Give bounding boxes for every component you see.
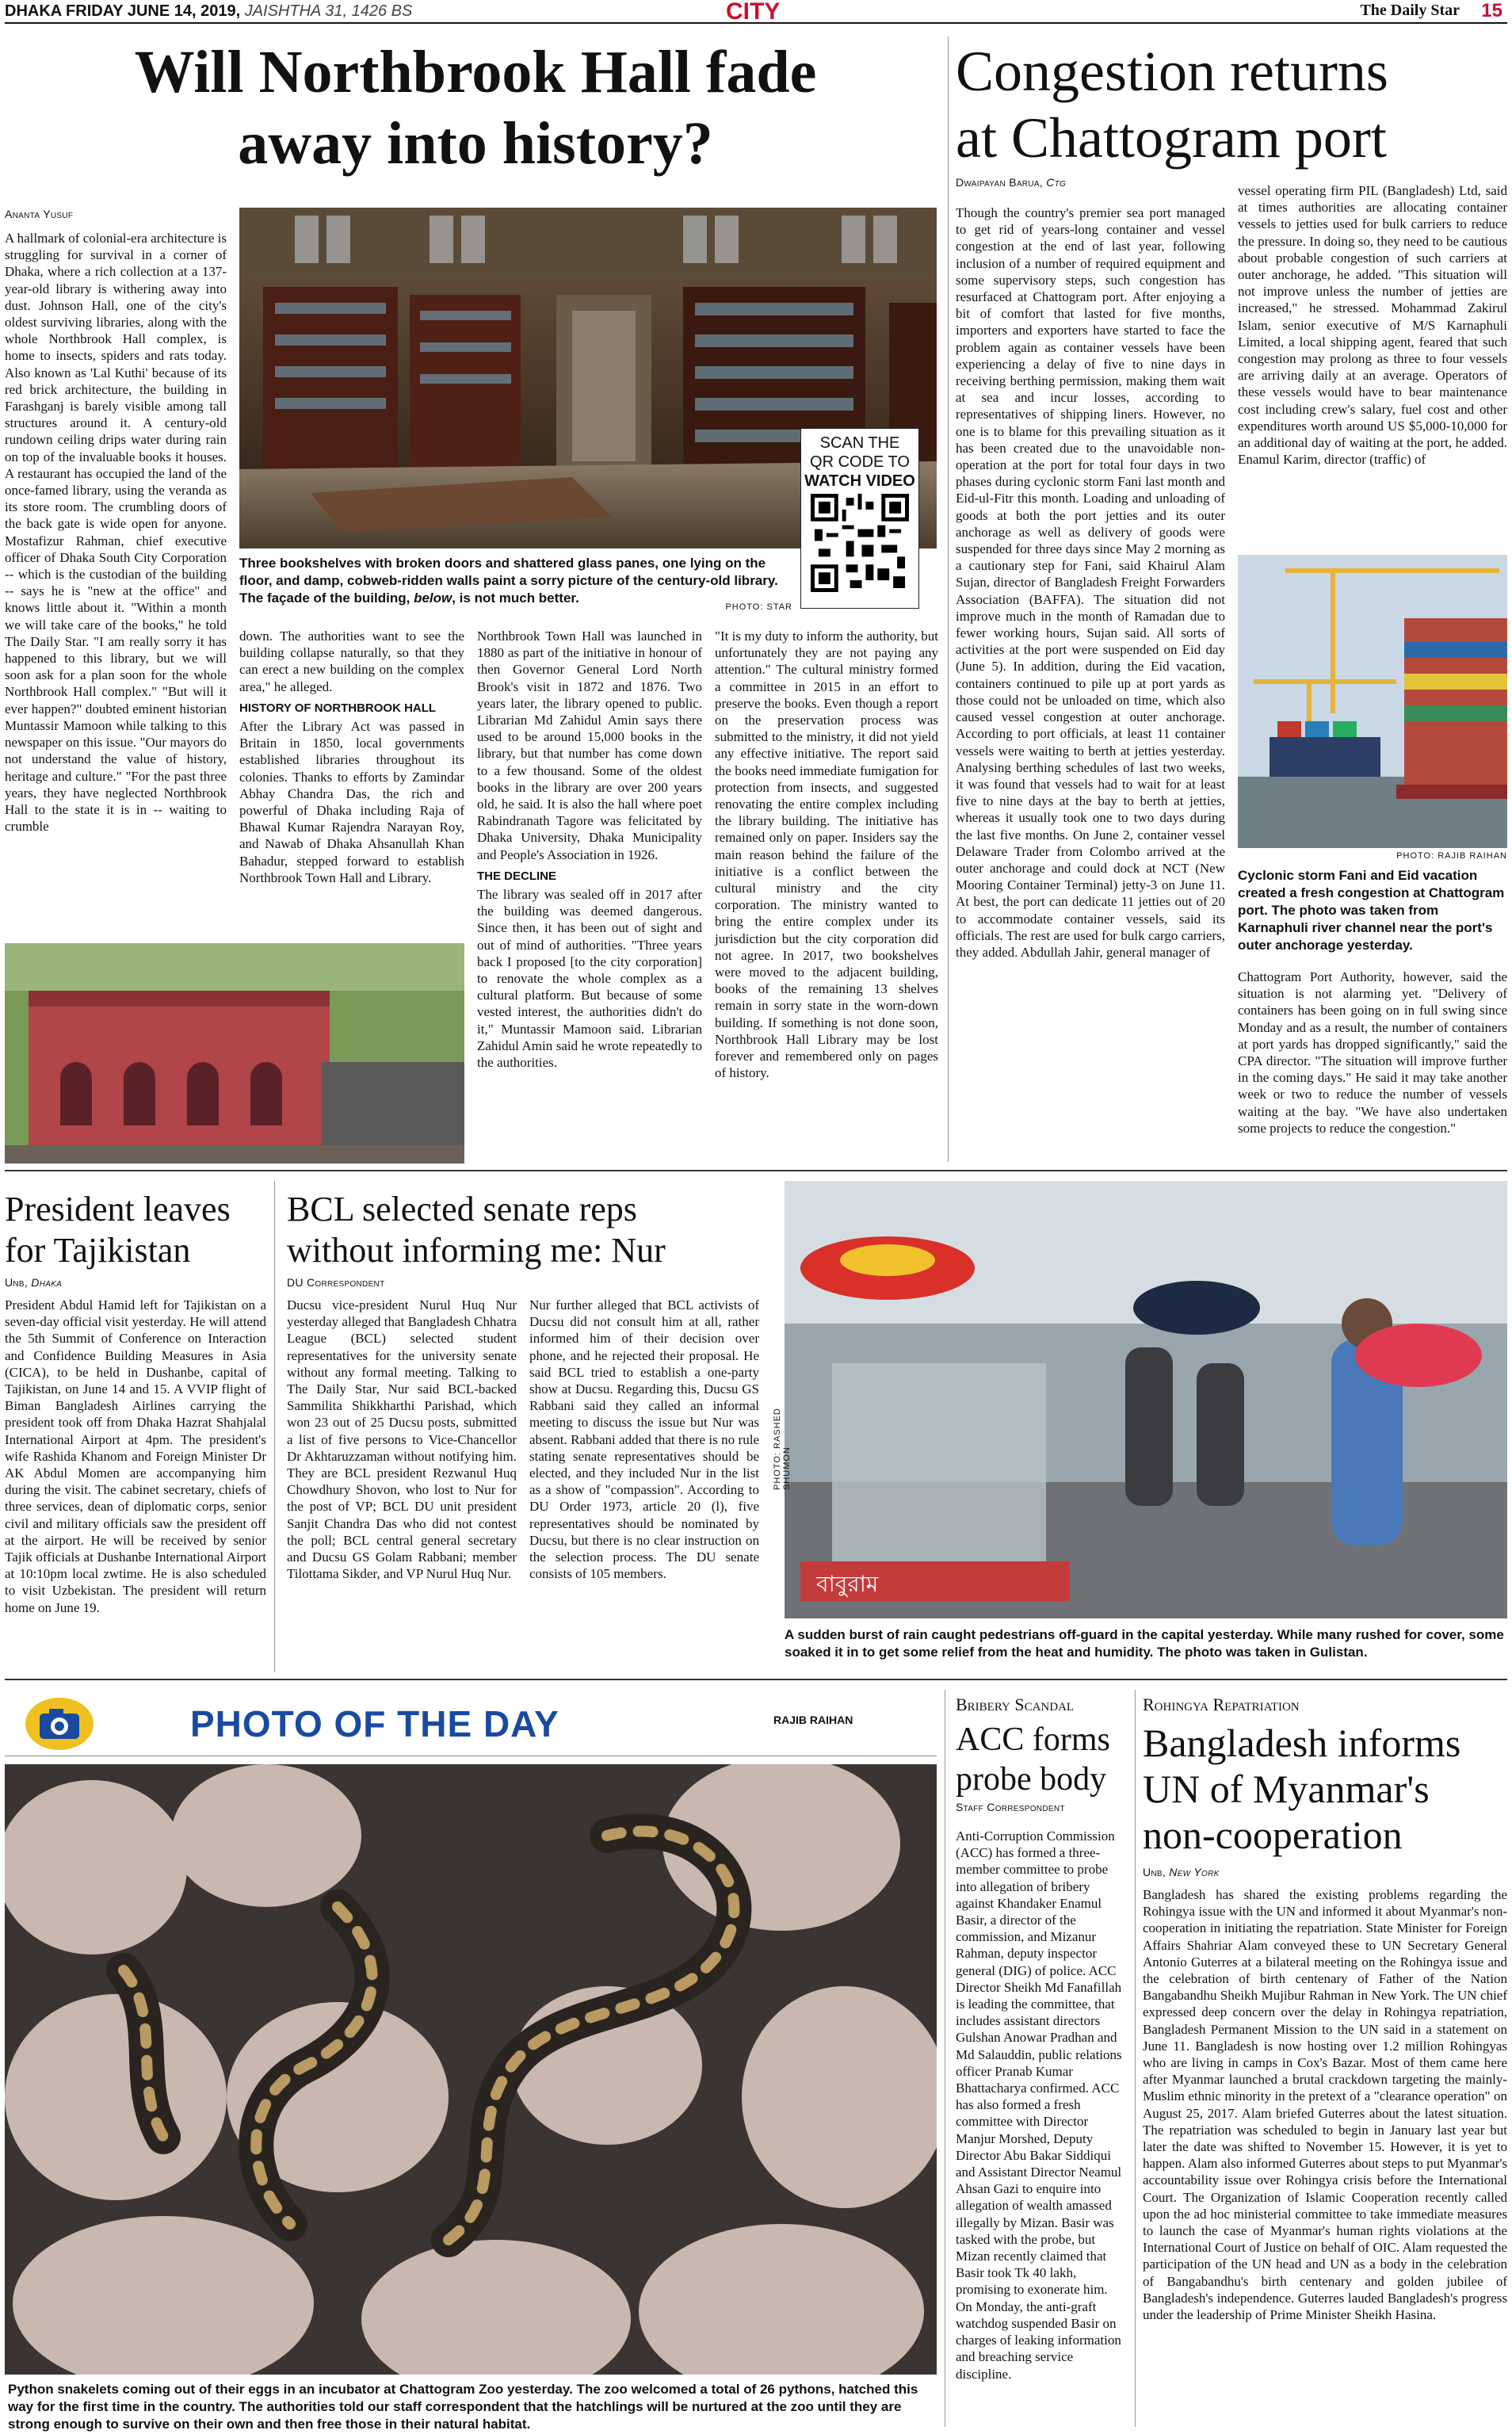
masthead — [5, 0, 1507, 24]
dateline: DHAKA FRIDAY JUNE 14, 2019, JAISHTHA 31, 1426 BS — [5, 2, 413, 20]
northbrook-byline: Ananta Yusuf — [5, 208, 74, 220]
port-headline: Congestion returns at Chattogram port — [956, 40, 1388, 170]
bcl-col2: Nur further alleged that BCL activists of Ducsu did not consult him at all, rather informed him of their decision over phone, and he rejected their proposal. He said BCL tried to establish a one-party show at Ducsu. Regarding this, Ducsu GS Rabbani said they called an informal meeting to discuss the issue but Nur was absent. Rabbani added that there is no rule stating senate representatives should be elected, and they included Nur in the list as a show of "compassion". According to DU Order 1973, article 20 (l), five representatives should be nominated by Ducsu, but there is no clear instruction on the selection process. The DU senate consists of 105 members. — [529, 1297, 759, 1582]
shop-sign: বাবুরাম — [816, 1571, 879, 1597]
facade-illustration — [5, 943, 464, 1164]
col2-body-a: down. The authorities want to see the building collapse naturally, so that they can erect a new building on the complex area," he alleged. — [239, 629, 464, 694]
acc-kicker: Bribery Scandal — [956, 1695, 1075, 1714]
northbrook-col2 — [239, 628, 464, 886]
section-divider — [5, 1170, 1507, 1171]
page-number: 15 — [1481, 0, 1502, 21]
port-illustration — [1238, 555, 1507, 848]
northbrook-col4: "It is my duty to inform the authority, but unfortunately they are not paying any attention." The cultural ministry formed a committee in 2015 in an effort to preserve the books. Even though a report on the preservation process was submitted to the ministry, it did not yield any effective initiative. The report said the books need immediate fumigation for protection from insects, and suggested renovating the entire complex including the library building. The initiative has remained only on paper. Insiders say the main reason behind the failure of the initiative is a conflict between the cultural ministry and the city corporation. The ministry wanted to bring the entire complex under its jurisdiction but the city corporation did not agree. In 2017, two bookshelves were moved to the adjacent building, books of the remaining 13 shelves remain in sorry state in the worn-down building. If something is not done soon, Northbrook Hall Library may be lost forever and remembered only on pages of history. — [715, 629, 938, 1081]
section-divider-2 — [5, 1679, 1507, 1680]
president-body: President Abdul Hamid left for Tajikistan on a seven-day official visit yesterday. He will attend the 5th Summit of Conference on Interaction and Confidence Building Measures in Asia (CICA), to be held in Dushanbe, capital of Tajikistan, on June 14 and 15. A VVIP flight of Biman Bangladesh Airlines carrying the president took off from Dhaka Hazrat Shahjalal International Airport at 4pm. The president's wife Rashida Khanom and Foreign Minister Dr AK Abdul Momen are accompanying him during the visit. The cabinet secretary, chiefs of three services, dean of diplomatic corps, senior civil and military officials saw the president off at the airport. He will be received by senior Tajik officials at Dushanbe International Airport at 10:10pm local zwtime. He is also scheduled to visit Uzbekistan. The president will return home on June 19. — [5, 1297, 266, 1615]
library-photo-credit: PHOTO: STAR — [725, 602, 792, 612]
column-rule-2 — [274, 1181, 275, 1672]
qr-code-icon — [811, 494, 909, 592]
rain-illustration — [785, 1181, 1507, 1618]
president-headline: President leaves for Tajikistan — [5, 1190, 231, 1270]
president-byline: Unb, Dhaka — [5, 1276, 63, 1289]
qr-line1: SCAN THE — [819, 434, 900, 452]
qr-line2: QR CODE TO — [810, 453, 910, 471]
acc-byline: Staff Correspondent — [956, 1801, 1065, 1813]
col2-body-b: After the Library Act was passed in Britain in 1850, local governments established libraries throughout its colonies. Thanks to efforts by Zamindar Abhay Chandra Das, the rich and powerful of Dhaka including Raja of Bhawal Kumar Rajendra Narayan Roy, and Nawab of Dhaka Ahsanullah Khan Bahadur, stepped forward to establish Northbrook Town Hall and Library. — [239, 719, 464, 885]
python-photo — [5, 1764, 937, 2375]
port-col2b: Chattogram Port Authority, however, said the situation is not alarming yet. "Delivery of containers has been going on in full swing since Monday and as a result, the number of containers at port yards has dropped significantly," said the CPA director. "The situation will improve further in the coming days." He said it may take another week or two to reduce the number of vessels waiting at the bay. "We have also undertaken some projects to reduce the congestion." — [1238, 969, 1507, 1136]
potd-banner — [5, 1690, 937, 1756]
col2-subhead: HISTORY OF NORTHBROOK HALL — [239, 701, 437, 715]
col3-body-b: The library was sealed off in 2017 after the building was deemed dangerous. Since then, it has been out of sight and out of mind of authorities. "Three years back I proposed [to the city corporation] to renovate the whole complex as a cultural platform. But because of some vested interest, the authorities didn't do it," Muntassir Mamoon said. Librarian Zahidul Amin said he wrote repeatedly to the authorities. — [477, 887, 702, 1071]
qr-line3: WATCH VIDEO — [804, 472, 915, 490]
python-photo-caption: Python snakelets coming out of their eggs in an incubator at Chattogram Zoo yesterday. The zoo welcomed a total of 26 pythons, hatched this way for the first time in the country. The authorities told our staff correspondent that the hatchlings will be nurtured at the zoo until they are strong enough to survive on their own and then free those in their natural habitat. — [8, 2382, 918, 2432]
facade-photo — [5, 943, 464, 1164]
bcl-col1: Ducsu vice-president Nurul Huq Nur yesterday alleged that Bangladesh Chhatra League (BCL) selected student representatives for the university senate without any formal meeting. Talking to The Daily Star, Nur said BCL-backed Sammilita Shikkharthi Parishad, which won 23 out of 25 Ducsu posts, submitted a list of five persons to Vice-Chancellor Dr Akhtaruzzaman without notifying him. They are BCL president Rezwanul Huq Chowdhury Shovon, who lost to Nur for the post of VP; BCL DU unit president Sanjit Chandra Das who did not contest the poll; BCL central general secretary and Ducsu GS Golam Rabbani; member Tilottama Sikder, and VP Nurul Huq Nur. — [287, 1297, 517, 1582]
northbrook-col1: A hallmark of colonial-era architecture is struggling for survival in a corner of Dhaka, where a rich collection at a 137-year-old library is withering away into dust. Johnson Hall, one of the city's oldest surviving libraries, along with the whole Northbrook Hall complex, is home to insects, spiders and rats today. Also known as 'Lal Kuthi' because of its red brick architecture, the building in Farashganj is barely visible among tall structures around it. A century-old rundown ceiling drips water during rain on top of the invaluable books it houses. A restaurant has occupied the land of the once-famed library, using the veranda as its store room. The crumbling doors of the back gate is wide open for anyone. Mostafizur Rahman, chief executive officer of Dhaka South City Corporation -- which is the custodian of the building -- says he is "new at the office" and knows little about it. "Within a month we will take care of the books," he told The Daily Star. "I am really sorry it has happened to this library, but we will soon ask for a plan soon for the whole Northbrook Hall complex." "But will it ever happen?" doubted eminent historian Muntassir Mamoon while talking to this newspaper on this issue. "Our mayors do not understand the value of history, heritage and culture." "For the past three years, they have neglected Northbrook Hall to the state it is in -- waiting to crumble — [5, 231, 227, 835]
northbrook-headline: Will Northbrook Hall fade away into history? — [134, 39, 817, 177]
python-illustration — [5, 1764, 937, 2375]
rohingya-headline: Bangladesh informs UN of Myanmar's non-cooperation — [1143, 1721, 1461, 1857]
column-rule-4 — [1135, 1690, 1136, 2427]
potd-title: PHOTO OF THE DAY — [190, 1703, 559, 1744]
camera-icon — [25, 1698, 94, 1750]
col3-body-a: Northbrook Town Hall was launched in 1880 as part of the initiative in honour of then Governor General Lord North Brook's visit in 1872 and 1876. Two years later, the library opened to public. Librarian Md Zahidul Amin says there used to be around 15,000 books in the library, but that number has come down to a few thousand. Some of the oldest books in the library are over 200 years old, he said. It is also the hall where poet Rabindranath Tagore was felicitated by Dhaka University, Dhaka Municipality and People's Association in 1926. — [477, 629, 702, 862]
rain-photo — [785, 1181, 1507, 1618]
qr-code-box[interactable] — [800, 428, 919, 609]
col3-subhead: THE DECLINE — [477, 869, 557, 883]
rohingya-body: Bangladesh has shared the existing problems regarding the Rohingya issue with the UN and informed it about Myanmar's non-cooperation in initiating the repatriation. State Minister for Foreign Affairs Shahriar Alam conveyed these to UN Secretary General Antonio Guterres at a bilateral meeting on the Rohingya issue and the celebration of birth centenary of Father of the Nation Bangabandhu Sheikh Mujibur Rahman in New York. The UN chief expressed deep concern over the delay in Rohingya repatriation, Bangladesh Permanent Mission to the UN said in a statement on June 11. Bangladesh is now hosting over 1.2 million Rohingyas who are living in camps in Cox's Bazar. Most of them came here after Myanmar launched a brutal crackdown targeting the mainly-Muslim ethnic minority in the pretext of a "clearance operation" on August 25, 2017. Alam briefed Guterres about the latest situation. The repatriation was scheduled to begin in January last year but later the date was shifted to November 15. However, it is yet to happen. Alam also informed Guterres about steps to put Myanmar's accountability issue over Rohingya crisis before the International Court. The Organization of Islamic Cooperation recently called upon the ad hoc ministerial committee to take immediate measures to launch the case of Myanmar's human rights violations at the International Court of Justice on behalf of OIC. Alam requested the participation of the UN head and UN as a body in the celebration of Bangabandhu's birth centenary and golden jubilee of Bangladesh's independence. Guterres lauded Bangladesh's progress under the leadership of Prime Minister Sheikh Hasina. — [1143, 1887, 1507, 2323]
port-photo-credit: PHOTO: RAJIB RAIHAN — [1396, 851, 1507, 861]
port-col2a: vessel operating firm PIL (Bangladesh) Ltd, said at times authorities are allocating container vessels to jetties used for bulk carriers to reduce the pressure. In doing so, they need to be cautious about probable congestion of such carriers at outer anchorage, he added. "This situation will not improve unless the number of jetties are increased," he stressed. Mohammad Zakirul Islam, senior executive of M/S Karnaphuli Limited, a local shipping agent, feared that such congestion may prolong as three to four vessels are arriving daily at an average. Operators of these vessels would have to bear maintenance cost including crew's salary, fuel cost and other expenditures worth around US $5,000-10,000 for an additional day of waiting at the port, he added. Enamul Karim, director (traffic) of — [1238, 183, 1507, 468]
port-photo-caption: Cyclonic storm Fani and Eid vacation created a fresh congestion at Chattogram port. The photo was taken from Karnaphuli river channel near the port's outer anchorage yesterday. — [1238, 868, 1505, 953]
bcl-byline: DU Correspondent — [287, 1276, 385, 1289]
paper-name: The Daily Star — [1360, 2, 1460, 19]
section-label: CITY — [726, 0, 781, 25]
column-rule — [948, 36, 949, 1162]
acc-headline: ACC forms probe body — [956, 1721, 1110, 1798]
library-photo-caption: Three bookshelves with broken doors and shattered glass panes, one lying on the floor, and damp, cobweb-ridden walls paint a sorry picture of the century-old library. The façade of the building, below, is not much better. — [239, 556, 778, 606]
potd-credit: RAJIB RAIHAN — [773, 1714, 853, 1726]
port-photo — [1238, 555, 1507, 848]
acc-body: Anti-Corruption Commission (ACC) has formed a three-member committee to probe into allegation of bribery against Khandaker Enamul Basir, a director of the commission, and Mizanur Rahman, deputy inspector general (DIG) of police. ACC Director Sheikh Md Fanafillah is leading the committee, that includes assistant directors Gulshan Anowar Pradhan and Md Salauddin, public relations officer Pranab Kumar Bhattacharya confirmed. ACC has also formed a fresh committee with Director Manjur Morshed, Deputy Director Abu Bakar Siddiqui and Assistant Director Neamul Ahsan Gazi to enquire into allegation of wealth amassed illegally by Mizan. Basir was tasked with the probe, but Mizan recently claimed that Basir took Tk 40 lakh, promising to exonerate him. On Monday, the anti-graft watchdog suspended Basir on charges of leaking information and breaching service discipline. — [956, 1828, 1122, 2382]
bcl-headline: BCL selected senate reps without informing me: Nur — [287, 1190, 666, 1270]
rain-photo-credit: PHOTO: RASHED SHUMON — [773, 1408, 792, 1490]
rohingya-kicker: Rohingya Repatriation — [1143, 1695, 1300, 1714]
port-byline: Dwaipayan Barua, Ctg — [956, 176, 1067, 189]
northbrook-col3 — [477, 628, 702, 1071]
rain-photo-caption: A sudden burst of rain caught pedestrians off-guard in the capital yesterday. While many rushed for cover, some soaked it in to get some relief from the heat and humidity. The photo was taken in Gulistan. — [785, 1627, 1504, 1660]
port-col1: Though the country's premier sea port managed to get rid of years-long container and vessel congestion at the end of last year, following inclusion of a number of required equipment and some supervisory steps, such congestion has resurfaced at Chattogram port. After enjoying a bit of comfort that lasted for five months, importers and exporters have started to face the problem again as container vessels have been experiencing a delay of five to nine days in receiving berthing permission, making them wait at sea and incur losses, according to representatives of shipping liners. However, no one is to blame for this prevailing situation as it has been created due to the unavoidable non-operation at the port for total four days in two phases during cyclonic storm Fani last month and Eid-ul-Fitr this month. Loading and unloading of goods at both the port jetties and its outer anchorage as well as delivery of goods were suspended for three days since May 2 morning as a cautionary step for Fani, said Khairul Alam Sujan, director of Bangladesh Freight Forwarders Association (BAFFA). The situation did not improve much in the month of Ramadan due to fewer working hours, Sujan said. All sorts of activities at the port were suspended on Eid day (June 5). In addition, during the Eid vacation, containers continued to pile up at port yards as those could not be unloaded on time, which also caused vessel congestion at outer anchorage. According to port officials, at least 11 container vessels were waiting to berth at jetties yesterday. Analysing berthing schedules of last two weeks, it was found that vessels had to wait for at least five to nine days at the bay to berth at jetties, whereas it usually took one to two days during the last five months. On June 2, container vessel Delaware Trader from Colombo arrived at the outer anchorage and could dock at NCT (New Mooring Container Terminal) jetty-3 on June 11. At best, the port can dedicate 11 jetties out of 20 to accommodate container vessels, said its officials. The rest are used for bulk cargo carriers, they added. Abdullah Jahir, general manager of — [956, 205, 1225, 960]
rohingya-byline: Unb, New York — [1143, 1866, 1220, 1878]
